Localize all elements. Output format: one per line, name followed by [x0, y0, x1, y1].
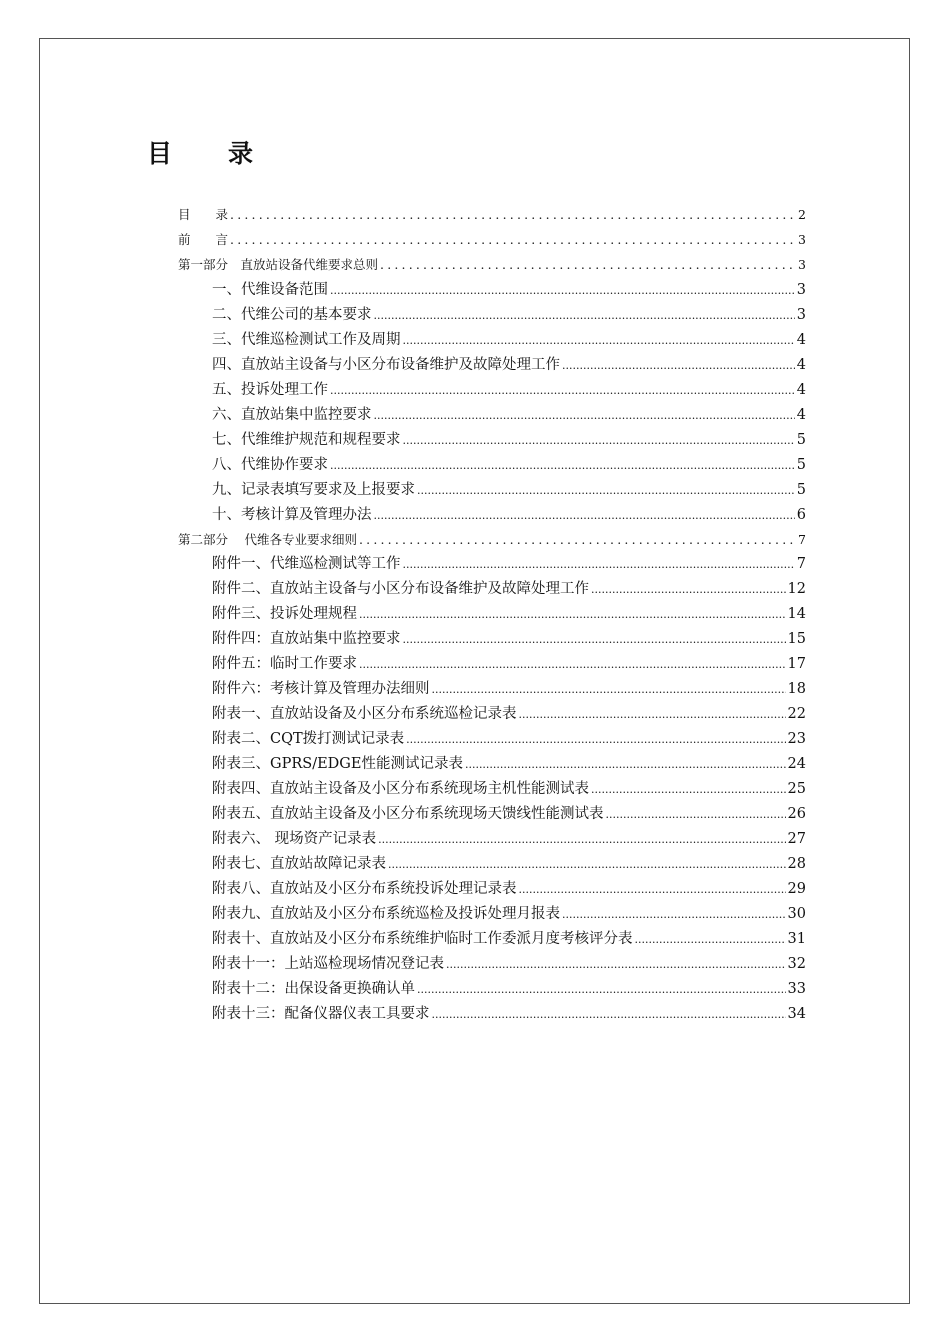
- toc-page-number: 7: [798, 532, 806, 547]
- toc-entry-label: 附表七、直放站故障记录表: [212, 856, 386, 872]
- dot-leader: [562, 904, 786, 926]
- toc-page-number: 30: [787, 906, 806, 922]
- toc-entry-label: 附表十一：上站巡检现场情况登记表: [212, 956, 444, 972]
- toc-page-number: 4: [796, 407, 806, 423]
- dot-leader: [230, 204, 796, 226]
- dot-leader: [417, 979, 786, 1001]
- toc-page-number: 3: [796, 282, 806, 298]
- toc-entry-number: 十、: [212, 507, 241, 523]
- toc-entry[interactable]: [212, 578, 806, 600]
- toc-entry-number: 四、: [212, 357, 241, 373]
- dot-leader: [417, 480, 795, 502]
- dot-leader: [330, 455, 795, 477]
- toc-entry[interactable]: [212, 653, 806, 675]
- toc-entry-number: 一、: [212, 282, 241, 298]
- toc-page-number: 18: [787, 681, 806, 697]
- toc-entry[interactable]: [212, 429, 806, 451]
- toc-entry-label: 附件二、直放站主设备与小区分布设备维护及故障处理工作: [212, 581, 589, 597]
- toc-entry-label: 附表一、直放站设备及小区分布系统巡检记录表: [212, 706, 517, 722]
- toc-page-number: 27: [787, 831, 806, 847]
- toc-entry-label: 附表九、直放站及小区分布系统巡检及投诉处理月报表: [212, 906, 560, 922]
- toc-entry-label: 代维协作要求: [241, 457, 328, 473]
- dot-leader: [406, 729, 785, 751]
- toc-entry-label: 前 言: [178, 232, 229, 247]
- toc-page-number: 7: [796, 556, 806, 572]
- toc-entry[interactable]: [212, 354, 806, 376]
- toc-entry-number: 二、: [212, 307, 241, 323]
- dot-leader: [359, 604, 786, 626]
- toc-page-number: 4: [796, 382, 806, 398]
- toc-page-number: 15: [787, 631, 806, 647]
- toc-page-number: 3: [798, 232, 806, 247]
- toc-entry[interactable]: [212, 678, 806, 700]
- toc-entry[interactable]: [212, 928, 806, 950]
- dot-leader: [374, 305, 795, 327]
- toc-entry[interactable]: [212, 603, 806, 625]
- toc-page-number: 3: [798, 257, 806, 272]
- toc-page-number: 25: [787, 781, 806, 797]
- toc-entry-label: 附表十三：配备仪器仪表工具要求: [212, 1006, 430, 1022]
- toc-entry-label: 代维公司的基本要求: [241, 307, 372, 323]
- toc-entry-label: 代维设备范围: [241, 282, 328, 298]
- dot-leader: [519, 879, 786, 901]
- toc-page-number: 4: [796, 332, 806, 348]
- dot-leader: [432, 679, 786, 701]
- toc-entry[interactable]: [212, 728, 806, 750]
- page-title: 目 录: [147, 139, 256, 168]
- toc-entry-label: 代维巡检测试工作及周期: [241, 332, 401, 348]
- toc-entry[interactable]: [212, 628, 806, 650]
- toc-entry[interactable]: [212, 978, 806, 1000]
- toc-page-number: 23: [787, 731, 806, 747]
- dot-leader: [330, 380, 795, 402]
- toc-entry[interactable]: [212, 279, 806, 301]
- toc-entry[interactable]: [212, 753, 806, 775]
- toc-entry-label: 附件五：临时工作要求: [212, 656, 357, 672]
- dot-leader: [230, 229, 796, 251]
- toc-entry[interactable]: [212, 379, 806, 401]
- toc-entry-contents[interactable]: [178, 204, 806, 226]
- dot-leader: [446, 954, 786, 976]
- toc-entry-label: 直放站集中监控要求: [241, 407, 372, 423]
- toc-page-number: 14: [787, 606, 806, 622]
- toc-entry[interactable]: [212, 504, 806, 526]
- toc-entry[interactable]: [212, 304, 806, 326]
- toc-entry-label: 直放站主设备与小区分布设备维护及故障处理工作: [241, 357, 560, 373]
- toc-entry[interactable]: [212, 329, 806, 351]
- dot-leader: [591, 779, 786, 801]
- toc-entry[interactable]: [212, 903, 806, 925]
- toc-entry-number: 七、: [212, 432, 241, 448]
- toc-entry-label: 附表八、直放站及小区分布系统投诉处理记录表: [212, 881, 517, 897]
- dot-leader: [403, 430, 795, 452]
- toc-page-number: 17: [787, 656, 806, 672]
- dot-leader: [380, 254, 796, 276]
- toc-page-number: 33: [787, 981, 806, 997]
- toc-page-number: 31: [787, 931, 806, 947]
- dot-leader: [403, 330, 795, 352]
- toc-entry[interactable]: [212, 878, 806, 900]
- toc-page-number: 5: [796, 432, 806, 448]
- toc-entry-label: 附件四：直放站集中监控要求: [212, 631, 401, 647]
- toc-entry-label: 投诉处理工作: [241, 382, 328, 398]
- toc-entry[interactable]: [212, 778, 806, 800]
- toc-page-number: 34: [787, 1006, 806, 1022]
- dot-leader: [465, 754, 786, 776]
- toc-entry[interactable]: [212, 454, 806, 476]
- dot-leader: [519, 704, 786, 726]
- toc-entry-label: 附表十二：出保设备更换确认单: [212, 981, 415, 997]
- dot-leader: [606, 804, 786, 826]
- toc-page-number: 26: [787, 806, 806, 822]
- dot-leader: [635, 929, 786, 951]
- toc-page-number: 3: [796, 307, 806, 323]
- toc-page-number: 28: [787, 856, 806, 872]
- toc-entry[interactable]: [212, 828, 806, 850]
- toc-page-number: 22: [787, 706, 806, 722]
- toc-entry-label: 附表四、直放站主设备及小区分布系统现场主机性能测试表: [212, 781, 589, 797]
- dot-leader: [432, 1004, 786, 1026]
- toc-entry[interactable]: [212, 953, 806, 975]
- toc-entry-number: 八、: [212, 457, 241, 473]
- toc-entry-part-one[interactable]: [178, 254, 806, 276]
- toc-entry-number: 六、: [212, 407, 241, 423]
- toc-entry-label: 第二部分 代维各专业要求细则: [178, 532, 357, 547]
- dot-leader: [374, 405, 795, 427]
- dot-leader: [403, 554, 795, 576]
- toc-entry[interactable]: [212, 404, 806, 426]
- toc-entry[interactable]: [212, 703, 806, 725]
- toc-entry-label: 目 录: [178, 207, 229, 222]
- toc-page-number: 12: [787, 581, 806, 597]
- toc-entry-label: 附表三、GPRS/EDGE性能测试记录表: [212, 756, 463, 772]
- dot-leader: [378, 829, 785, 851]
- toc-entry-label: 附件六：考核计算及管理办法细则: [212, 681, 430, 697]
- toc-entry[interactable]: [212, 803, 806, 825]
- toc-entry-label: 附件一、代维巡检测试等工作: [212, 556, 401, 572]
- toc-entry[interactable]: [212, 479, 806, 501]
- toc-entry-label: 代维维护规范和规程要求: [241, 432, 401, 448]
- dot-leader: [403, 629, 786, 651]
- toc-entry[interactable]: [212, 1003, 806, 1025]
- toc-entry-part-two[interactable]: [178, 529, 806, 551]
- toc-page-number: 5: [796, 482, 806, 498]
- toc-entry-label: 附表二、CQT拨打测试记录表: [212, 731, 405, 747]
- dot-leader: [388, 854, 786, 876]
- dot-leader: [591, 579, 786, 601]
- toc-page-number: 6: [796, 507, 806, 523]
- toc-entry-label: 附表六、 现场资产记录表: [212, 831, 377, 847]
- toc-entry-label: 附表十、直放站及小区分布系统维护临时工作委派月度考核评分表: [212, 931, 633, 947]
- dot-leader: [562, 355, 795, 377]
- dot-leader: [374, 505, 795, 527]
- toc-entry-label: 考核计算及管理办法: [241, 507, 372, 523]
- toc-entry[interactable]: [212, 853, 806, 875]
- dot-leader: [359, 654, 786, 676]
- toc-page-number: 5: [796, 457, 806, 473]
- toc-page-number: 24: [787, 756, 806, 772]
- dot-leader: [330, 280, 795, 302]
- toc-entry-label: 记录表填写要求及上报要求: [241, 482, 415, 498]
- toc-entry-number: 九、: [212, 482, 241, 498]
- toc-entry-preface[interactable]: [178, 229, 806, 251]
- dot-leader: [359, 529, 796, 551]
- toc-entry[interactable]: [212, 553, 806, 575]
- toc-entry-number: 五、: [212, 382, 241, 398]
- toc-entry-label: 附表五、直放站主设备及小区分布系统现场天馈线性能测试表: [212, 806, 604, 822]
- toc-page-number: 29: [787, 881, 806, 897]
- toc-page-number: 32: [787, 956, 806, 972]
- toc-entry-label: 附件三、投诉处理规程: [212, 606, 357, 622]
- toc-page-number: 2: [798, 207, 806, 222]
- toc-entry-number: 三、: [212, 332, 241, 348]
- toc-page-number: 4: [796, 357, 806, 373]
- toc-entry-label: 第一部分 直放站设备代维要求总则: [178, 257, 379, 272]
